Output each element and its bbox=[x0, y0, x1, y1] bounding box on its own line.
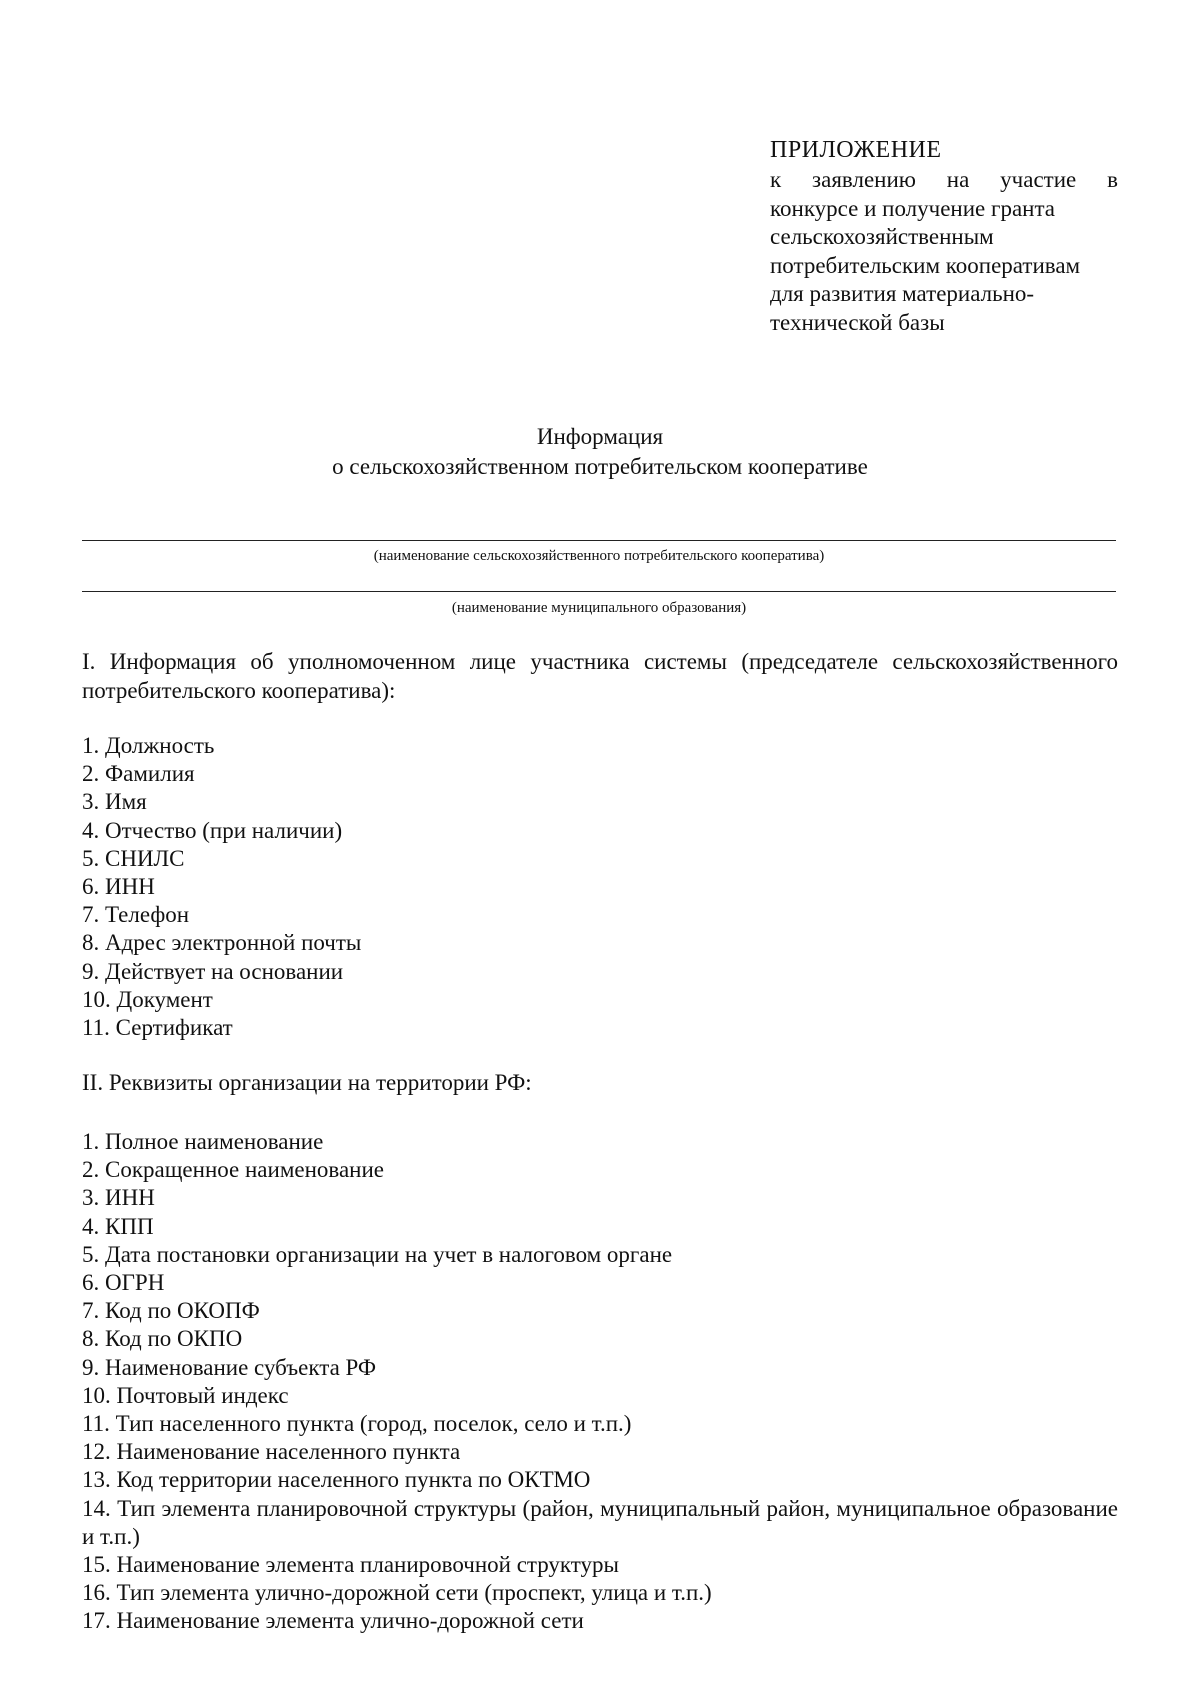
list-item: 7. Код по ОКОПФ bbox=[82, 1298, 260, 1324]
municipality-name-line bbox=[82, 591, 1116, 592]
list-item: 3. ИНН bbox=[82, 1185, 155, 1211]
appendix-line-1 bbox=[770, 166, 1118, 195]
list-item: 7. Телефон bbox=[82, 902, 190, 928]
list-item: 5. СНИЛС bbox=[82, 845, 185, 871]
list-item: 15. Наименование элемента планировочной структуры bbox=[82, 1552, 620, 1578]
appendix-word: на bbox=[946, 167, 970, 192]
list-item: 13. Код территории населенного пункта по ОКТМО bbox=[82, 1467, 591, 1493]
appendix-heading: ПРИЛОЖЕНИЕ bbox=[770, 137, 942, 163]
list-item: 11. Сертификат bbox=[82, 1015, 233, 1041]
list-item: 2. Фамилия bbox=[82, 761, 195, 787]
document-title: Информация bbox=[536, 424, 664, 449]
appendix-line: для развития материально- bbox=[770, 281, 1035, 306]
section-2-list bbox=[82, 1128, 1118, 1636]
section-2-heading: II. Реквизиты организации на территории РФ: bbox=[82, 1070, 532, 1095]
list-item: 3. Имя bbox=[82, 789, 147, 815]
municipality-name-caption: (наименование муниципального образования) bbox=[451, 600, 747, 616]
list-item: 12. Наименование населенного пункта bbox=[82, 1439, 461, 1465]
list-item: 14. Тип элемента планировочной структуры (район, муниципальный район, муниципальное образование и т.п.) bbox=[82, 1495, 1118, 1549]
list-item: 16. Тип элемента улично-дорожной сети (проспект, улица и т.п.) bbox=[82, 1580, 712, 1606]
section-1-list bbox=[82, 732, 1118, 1042]
appendix-line: сельскохозяйственным bbox=[770, 224, 994, 249]
list-item: 8. Код по ОКПО bbox=[82, 1326, 243, 1352]
list-item: 6. ИНН bbox=[82, 874, 155, 900]
list-item: 2. Сокращенное наименование bbox=[82, 1157, 384, 1183]
list-item: 1. Полное наименование bbox=[82, 1129, 324, 1154]
list-item: 9. Действует на основании bbox=[82, 958, 344, 984]
list-item: 17. Наименование элемента улично-дорожной сети bbox=[82, 1608, 584, 1634]
appendix-line: технической базы bbox=[770, 309, 945, 335]
document-subtitle: о сельскохозяйственном потребительском кооперативе bbox=[332, 454, 868, 479]
appendix-word: к bbox=[770, 167, 782, 192]
appendix-block bbox=[770, 135, 1118, 337]
list-item: 8. Адрес электронной почты bbox=[82, 930, 362, 956]
list-item: 4. Отчество (при наличии) bbox=[82, 817, 343, 843]
appendix-word: в bbox=[1107, 167, 1118, 192]
appendix-word: заявлению bbox=[812, 167, 916, 192]
appendix-line: конкурсе и получение гранта bbox=[770, 195, 1055, 221]
list-item: 10. Почтовый индекс bbox=[82, 1382, 289, 1408]
cooperative-name-caption: (наименование сельскохозяйственного потребительского кооператива) bbox=[373, 548, 825, 564]
list-item: 11. Тип населенного пункта (город, поселок, село и т.п.) bbox=[82, 1411, 632, 1437]
appendix-line: потребительским кооперативам bbox=[770, 252, 1081, 278]
section-1-heading: I. Информация об уполномоченном лице участника системы (председателе сельскохозяйственного потребительского кооператива): bbox=[82, 649, 1118, 703]
list-item: 1. Должность bbox=[82, 733, 215, 758]
appendix-word: участие bbox=[1000, 167, 1077, 192]
list-item: 9. Наименование субъекта РФ bbox=[82, 1354, 377, 1380]
list-item: 4. КПП bbox=[82, 1213, 154, 1239]
list-item: 5. Дата постановки организации на учет в налоговом органе bbox=[82, 1241, 673, 1267]
list-item: 10. Документ bbox=[82, 986, 213, 1012]
cooperative-name-line bbox=[82, 540, 1116, 541]
list-item: 6. ОГРН bbox=[82, 1270, 165, 1296]
